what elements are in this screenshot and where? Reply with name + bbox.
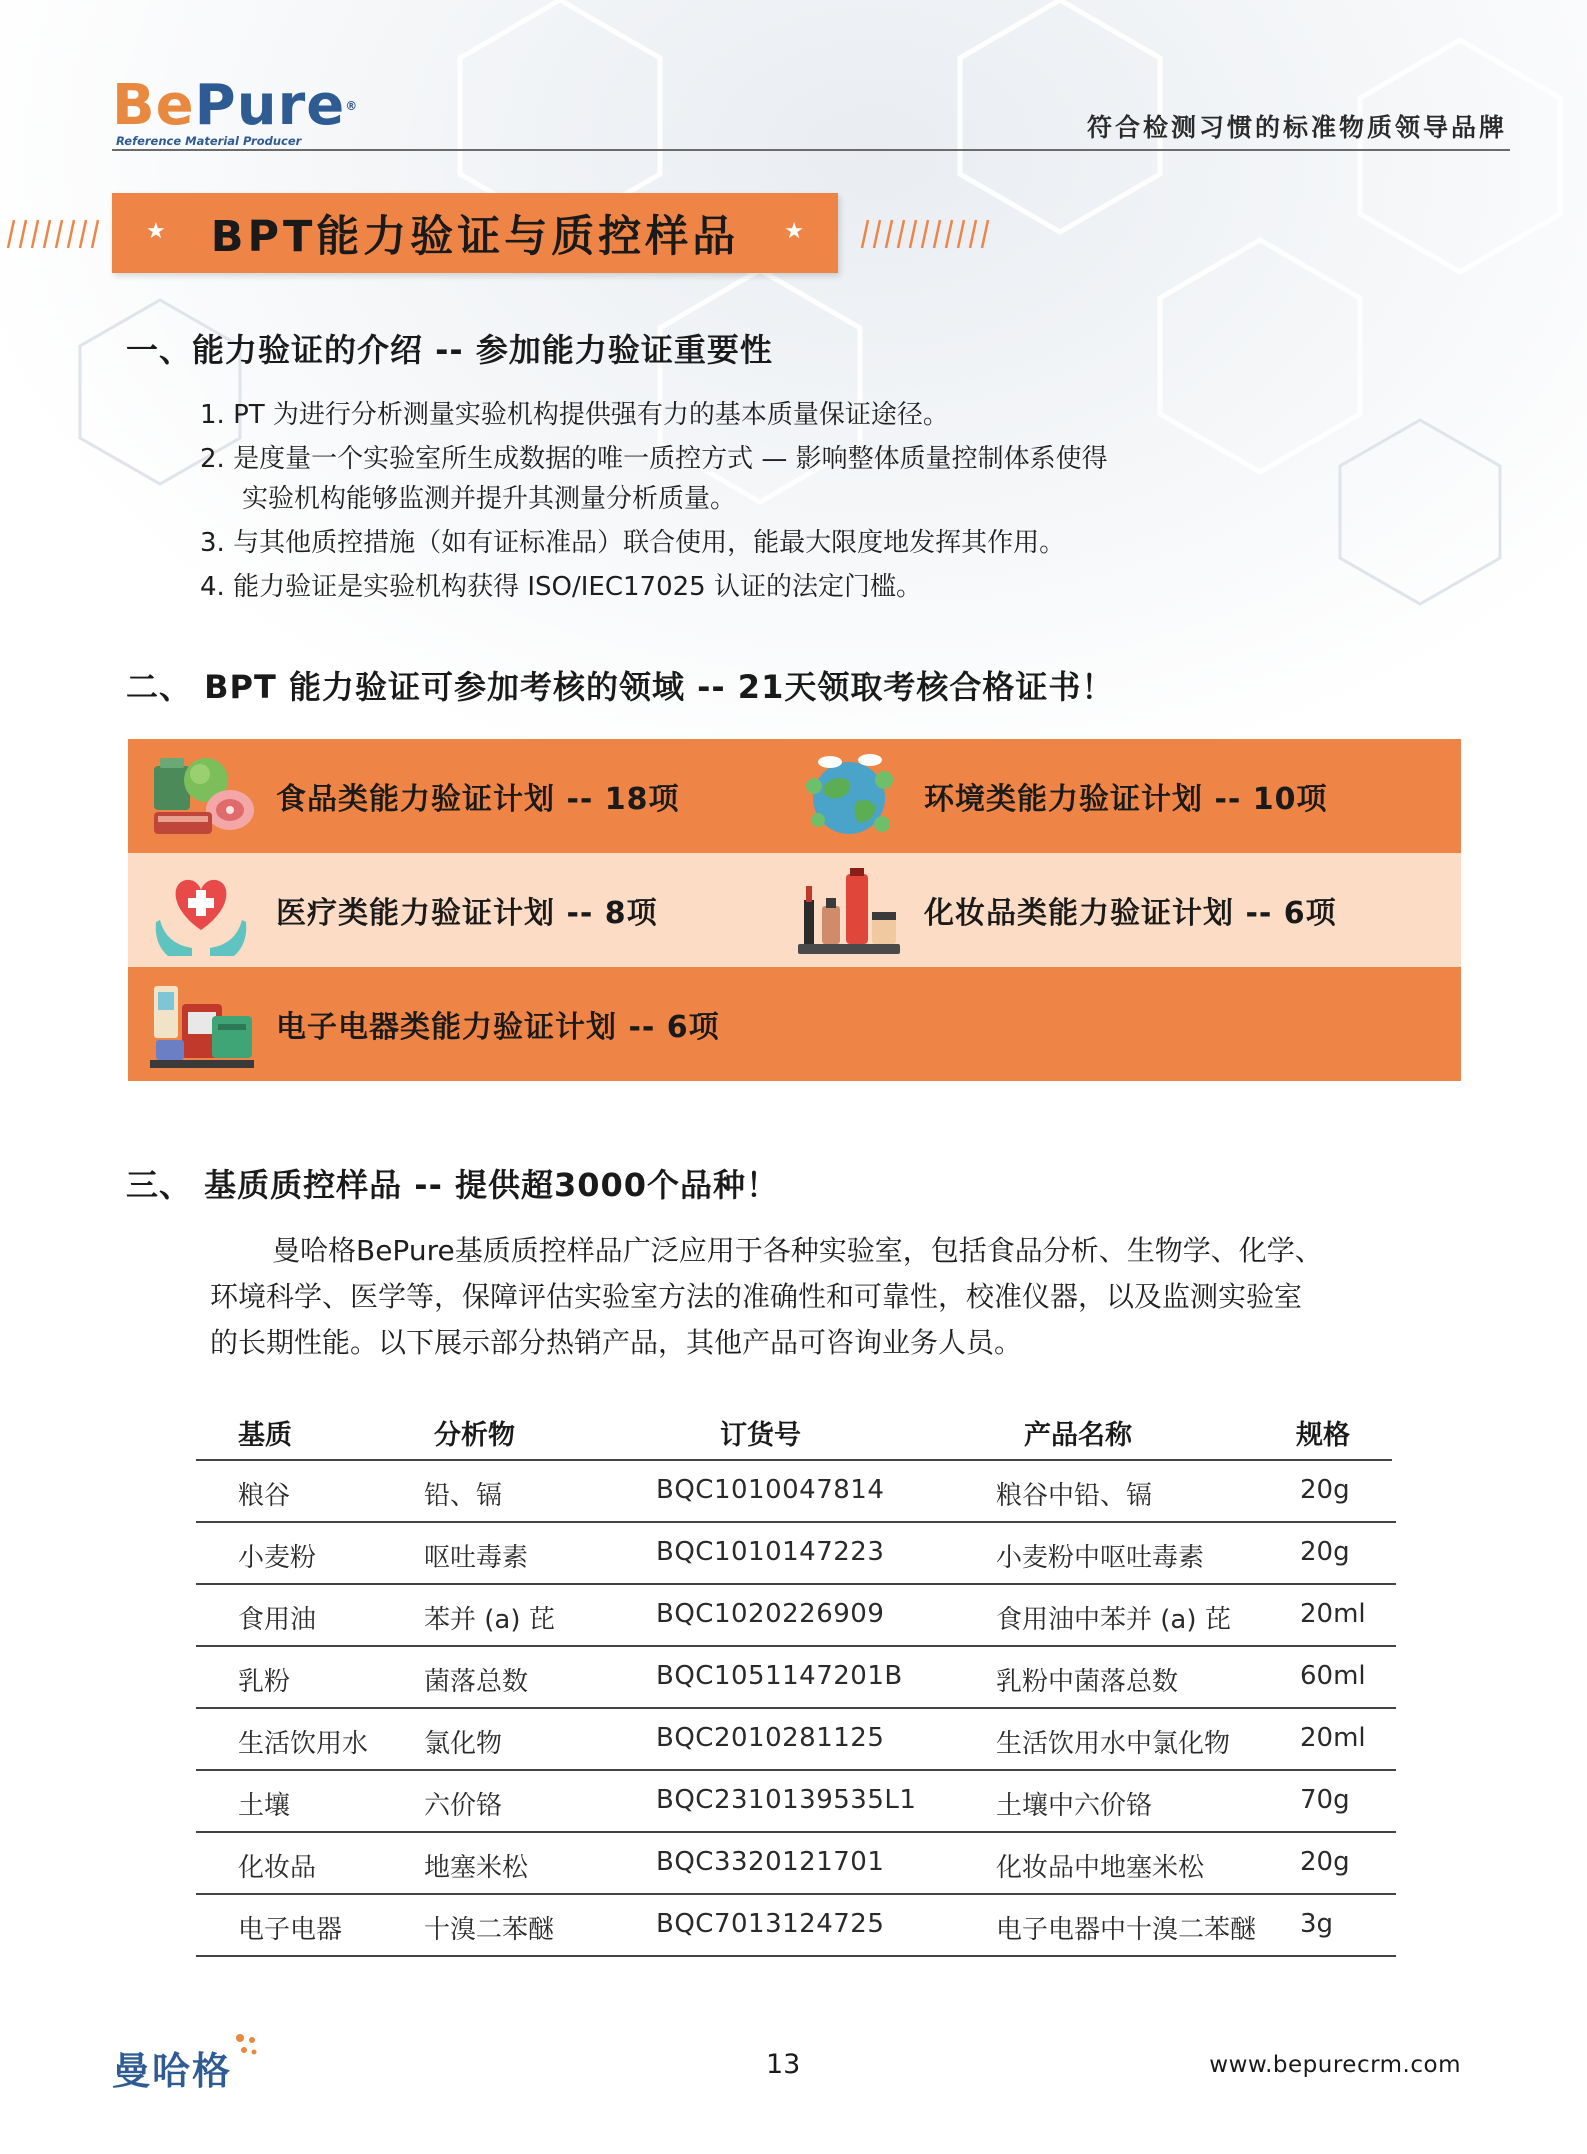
earth-icon	[794, 746, 904, 846]
plan-medical	[146, 853, 658, 967]
table-cell: 化妆品中地塞米松	[996, 1853, 1205, 1883]
table-cell: 土壤中六价铬	[996, 1791, 1153, 1821]
column-header: 产品名称	[1024, 1420, 1132, 1451]
right-hatch-decoration	[856, 214, 996, 252]
banner-title: BPT能力验证与质控样品	[210, 211, 740, 262]
column-header: 规格	[1296, 1420, 1350, 1451]
column-header: 订货号	[720, 1420, 801, 1451]
food-icon	[146, 746, 256, 846]
table-cell: BQC2310139535L1	[656, 1785, 917, 1815]
table-cell: 土壤	[238, 1791, 291, 1821]
table-cell: 3g	[1300, 1909, 1334, 1939]
plan-label: 食品类能力验证计划 -- 18项	[276, 782, 680, 817]
table-cell: 电子电器	[238, 1915, 343, 1945]
table-cell: 粮谷	[238, 1481, 291, 1511]
table-row	[196, 1461, 1396, 1523]
plan-label: 医疗类能力验证计划 -- 8项	[276, 896, 658, 931]
table-cell: BQC2010281125	[656, 1723, 885, 1753]
plan-label: 环境类能力验证计划 -- 10项	[924, 782, 1328, 817]
section1-heading: 一、能力验证的介绍 -- 参加能力验证重要性	[126, 331, 773, 369]
table-cell: 铅、镉	[424, 1481, 503, 1511]
table-cell: BQC1010047814	[656, 1475, 885, 1505]
logo-subtitle: Reference Material Producer	[116, 134, 302, 148]
list-item: 3. 与其他质控措施（如有证标准品）联合使用，能最大限度地发挥其作用。	[200, 528, 1066, 558]
plan-label: 电子电器类能力验证计划 -- 6项	[276, 1010, 720, 1045]
table-cell: 食用油中苯并 (a) 芘	[996, 1605, 1231, 1635]
product-table	[196, 1405, 1396, 1957]
table-cell: 菌落总数	[424, 1667, 529, 1697]
table-cell: 70g	[1300, 1785, 1350, 1815]
table-cell: 乳粉中菌落总数	[996, 1667, 1179, 1697]
table-row	[196, 1585, 1396, 1647]
page-number: 13	[766, 2049, 801, 2080]
table-cell: 20g	[1300, 1537, 1350, 1567]
table-row	[196, 1895, 1396, 1957]
table-cell: 20g	[1300, 1475, 1350, 1505]
plan-band	[128, 853, 1461, 967]
footer-website: www.bepurecrm.com	[1209, 2052, 1461, 2078]
table-cell: 六价铬	[424, 1791, 503, 1821]
section2-heading: 二、 BPT 能力验证可参加考核的领域 -- 21天领取考核合格证书！	[126, 668, 1115, 706]
table-cell: 小麦粉中呕吐毒素	[996, 1543, 1205, 1573]
table-cell: 生活饮用水中氯化物	[996, 1729, 1231, 1759]
plan-food	[146, 739, 680, 853]
header-divider	[112, 149, 1510, 151]
logo-be: Be	[112, 73, 195, 138]
table-cell: BQC7013124725	[656, 1909, 885, 1939]
table-cell: BQC1051147201B	[656, 1661, 903, 1691]
star-icon: ★	[146, 219, 166, 244]
list-item-continuation: 实验机构能够监测并提升其测量分析质量。	[242, 484, 737, 514]
table-row	[196, 1647, 1396, 1709]
section3-paragraph	[210, 1228, 1440, 1366]
paragraph-line: 曼哈格BePure基质质控样品广泛应用于各种实验室，包括食品分析、生物学、化学、	[272, 1234, 1323, 1267]
table-cell: 乳粉	[238, 1667, 291, 1697]
table-cell: 食用油	[238, 1605, 317, 1635]
left-hatch-decoration	[0, 214, 100, 252]
plan-environment	[794, 739, 1328, 853]
table-cell: BQC1020226909	[656, 1599, 885, 1629]
list-item: 2. 是度量一个实验室所生成数据的唯一质控方式 — 影响整体质量控制体系使得	[200, 444, 1108, 474]
table-cell: 地塞米松	[424, 1853, 529, 1883]
bepure-logo	[112, 73, 359, 148]
table-cell: 苯并 (a) 芘	[424, 1605, 555, 1635]
table-cell: BQC3320121701	[656, 1847, 885, 1877]
paragraph-line: 环境科学、医学等，保障评估实验室方法的准确性和可靠性，校准仪器，以及监测实验室	[210, 1280, 1303, 1313]
section1-list	[200, 393, 1108, 609]
table-body	[196, 1461, 1396, 1957]
table-cell: 呕吐毒素	[424, 1543, 529, 1573]
table-cell: 20ml	[1300, 1599, 1366, 1629]
list-item: 1. PT 为进行分析测量实验机构提供强有力的基本质量保证途径。	[200, 400, 949, 430]
cosmetics-icon	[794, 860, 904, 960]
plan-label: 化妆品类能力验证计划 -- 6项	[924, 896, 1337, 931]
table-cell: 小麦粉	[238, 1543, 317, 1573]
plan-band	[128, 739, 1461, 853]
medical-heart-icon	[146, 860, 256, 960]
electronics-icon	[146, 974, 256, 1074]
column-header: 基质	[238, 1420, 292, 1451]
table-row	[196, 1833, 1396, 1895]
logo-registered-mark: ®	[345, 99, 359, 113]
table-cell: 氯化物	[424, 1729, 503, 1759]
table-cell: 20g	[1300, 1847, 1350, 1877]
table-cell: 20ml	[1300, 1723, 1366, 1753]
table-row	[196, 1709, 1396, 1771]
table-row	[196, 1771, 1396, 1833]
list-item: 4. 能力验证是实验机构获得 ISO/IEC17025 认证的法定门槛。	[200, 572, 922, 602]
header-slogan: 符合检测习惯的标准物质领导品牌	[1086, 113, 1507, 142]
plan-band	[128, 967, 1461, 1081]
star-icon: ★	[784, 219, 804, 244]
column-header: 分析物	[434, 1420, 515, 1451]
paragraph-line: 的长期性能。以下展示部分热销产品，其他产品可咨询业务人员。	[210, 1326, 1023, 1359]
table-cell: 60ml	[1300, 1661, 1366, 1691]
table-cell: 化妆品	[238, 1853, 317, 1883]
table-cell: 十溴二苯醚	[424, 1915, 555, 1945]
plan-cosmetics	[794, 853, 1337, 967]
table-cell: BQC1010147223	[656, 1537, 885, 1567]
table-row	[196, 1523, 1396, 1585]
footer-brand: 曼哈格	[112, 2049, 233, 2093]
section-banner	[112, 193, 838, 273]
table-header	[196, 1405, 1392, 1461]
table-cell: 生活饮用水	[238, 1729, 369, 1759]
brand-dots-icon	[232, 2030, 260, 2058]
logo-pure: Pure	[194, 73, 346, 138]
table-cell: 电子电器中十溴二苯醚	[996, 1915, 1257, 1945]
section3-heading: 三、 基质质控样品 -- 提供超3000个品种！	[126, 1166, 780, 1204]
table-cell: 粮谷中铅、镉	[996, 1481, 1153, 1511]
plan-electronics	[146, 967, 720, 1081]
